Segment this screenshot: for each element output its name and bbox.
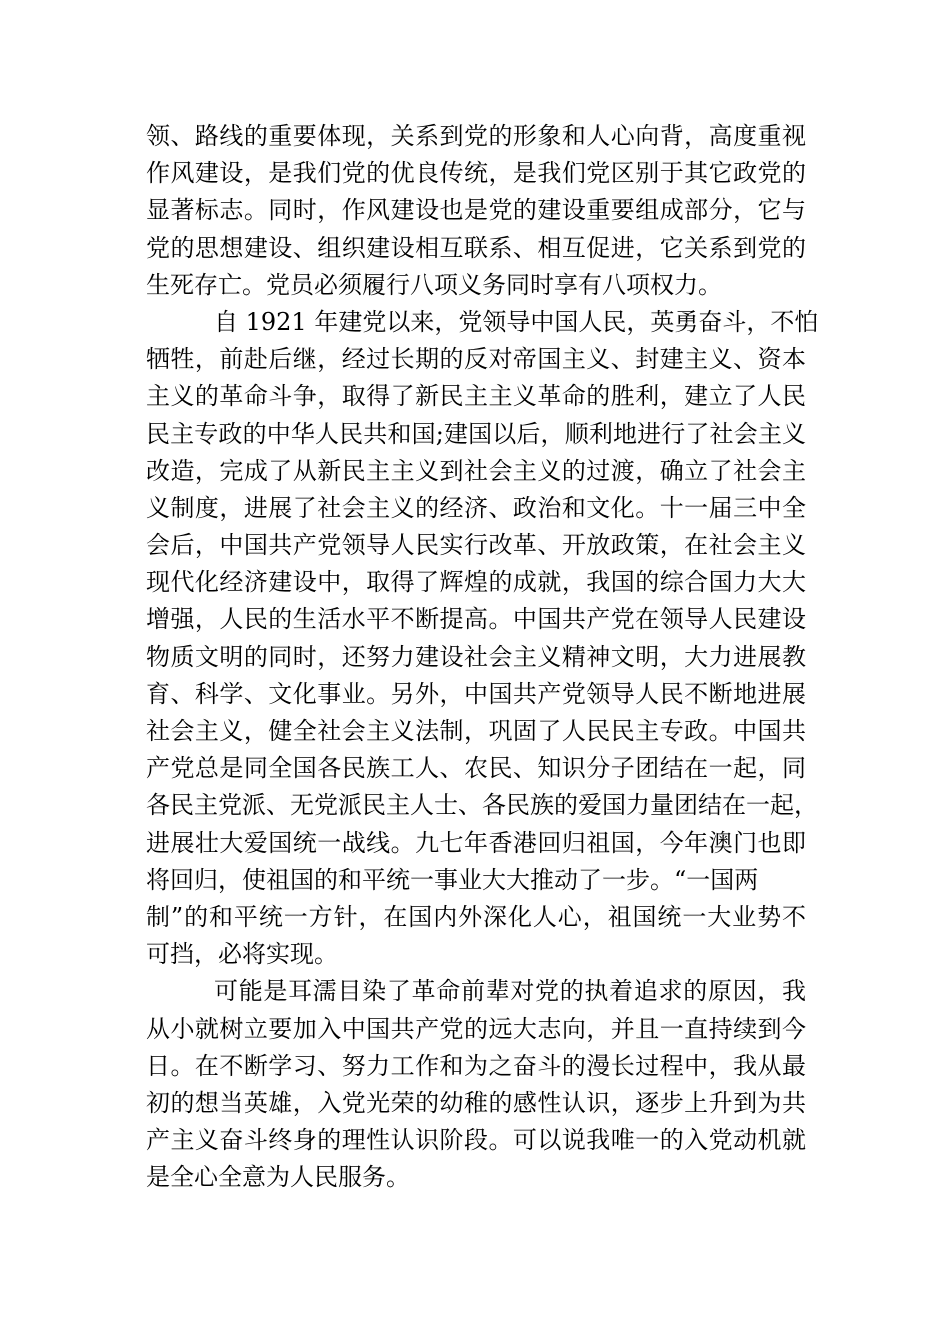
text-line: 作风建设，是我们党的优良传统，是我们党区别于其它政党的 (146, 159, 806, 188)
text-line: 日。在不断学习、努力工作和为之奋斗的漫长过程中，我从最 (146, 1051, 806, 1080)
text-line: 从小就树立要加入中国共产党的远大志向，并且一直持续到今 (146, 1014, 806, 1043)
paragraph (146, 304, 819, 973)
paragraph (146, 118, 806, 304)
text-line: 改造，完成了从新民主主义到社会主义的过渡，确立了社会主 (146, 456, 806, 485)
text-line: 党的思想建设、组织建设相互联系、相互促进，它关系到党的 (146, 233, 806, 262)
text-line: 可能是耳濡目染了革命前辈对党的执着追求的原因，我 (214, 977, 806, 1006)
text-line: 主义的革命斗争，取得了新民主主义革命的胜利，建立了人民 (146, 382, 806, 411)
text-line: 育、科学、文化事业。另外，中国共产党领导人民不断地进展 (146, 679, 806, 708)
text-line: 牺牲，前赴后继，经过长期的反对帝国主义、封建主义、资本 (146, 345, 806, 374)
text-line: 生死存亡。党员必须履行八项义务同时享有八项权力。 (146, 270, 722, 299)
text-line: 各民主党派、无党派民主人士、各民族的爱国力量团结在一起， (146, 791, 818, 820)
text-line: 进展壮大爱国统一战线。九七年香港回归祖国，今年澳门也即 (146, 828, 806, 857)
text-line: 初的想当英雄，入党光荣的幼稚的感性认识，逐步上升到为共 (146, 1088, 806, 1117)
text-line: 物质文明的同时，还努力建设社会主义精神文明，大力进展教 (146, 642, 806, 671)
text-line: 可挡，必将实现。 (146, 940, 338, 969)
text-line: 制”的和平统一方针，在国内外深化人心，祖国统一大业势不 (146, 902, 806, 931)
text-line: 领、路线的重要体现，关系到党的形象和人心向背，高度重视 (146, 122, 806, 150)
text-line: 是全心全意为人民服务。 (146, 1163, 410, 1192)
text-line: 义制度，进展了社会主义的经济、政治和文化。十一届三中全 (146, 493, 806, 522)
paragraph (146, 973, 806, 1196)
text-line: 民主专政的中华人民共和国;建国以后，顺利地进行了社会主义 (146, 419, 806, 448)
text-line: 自 1921 年建党以来，党领导中国人民，英勇奋斗，不怕 (214, 307, 819, 336)
text-line: 增强，人民的生活水平不断提高。中国共产党在领导人民建设 (146, 605, 806, 634)
text-line: 显著标志。同时，作风建设也是党的建设重要组成部分，它与 (146, 196, 806, 225)
document-body (146, 118, 819, 1196)
text-line: 产主义奋斗终身的理性认识阶段。可以说我唯一的入党动机就 (146, 1126, 806, 1155)
text-line: 会后，中国共产党领导人民实行改革、开放政策，在社会主义 (146, 531, 806, 560)
text-line: 现代化经济建设中，取得了辉煌的成就，我国的综合国力大大 (146, 568, 806, 597)
text-line: 社会主义，健全社会主义法制，巩固了人民民主专政。中国共 (146, 717, 806, 745)
text-line: 将回归，使祖国的和平统一事业大大推动了一步。“一国两 (146, 865, 759, 894)
text-line: 产党总是同全国各民族工人、农民、知识分子团结在一起，同 (146, 754, 806, 783)
